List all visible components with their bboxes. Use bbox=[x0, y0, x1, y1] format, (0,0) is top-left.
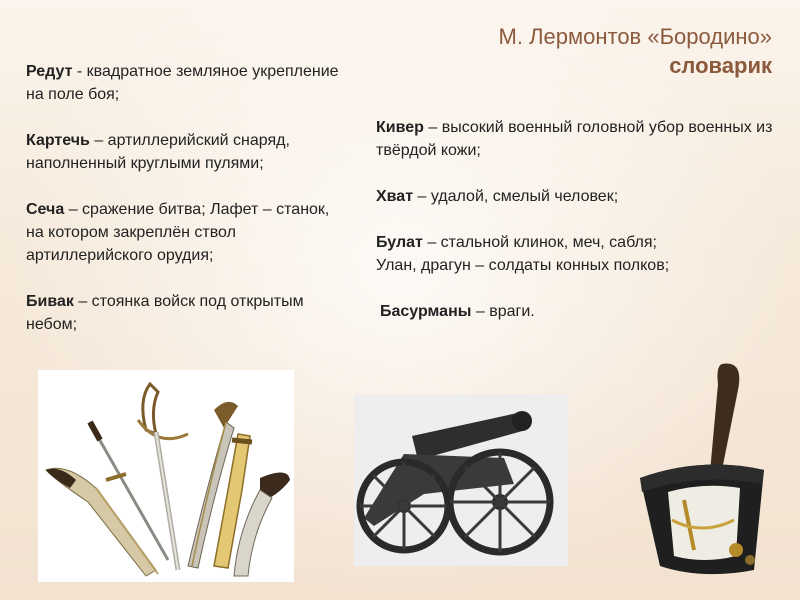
glossary-entry-secha bbox=[26, 198, 346, 267]
glossary-definition: – удалой, смелый человек; bbox=[413, 188, 619, 205]
swords-image bbox=[38, 370, 294, 582]
glossary-term: Басурманы bbox=[380, 303, 472, 320]
glossary-definition: – враги. bbox=[471, 303, 535, 320]
glossary-term: Булат bbox=[376, 234, 423, 251]
glossary-entry-kiver bbox=[376, 116, 776, 162]
glossary-entry-basurmany bbox=[376, 300, 776, 323]
glossary-term: Хват bbox=[376, 188, 414, 205]
glossary-extra-line: Улан, драгун – солдаты конных полков; bbox=[376, 257, 670, 274]
glossary-definition: – высокий военный головной убор военных из твёрдой кожи; bbox=[376, 119, 773, 159]
glossary-definition: – артиллерийский снаряд, наполненный круглыми пулями; bbox=[26, 132, 290, 172]
sabre-center bbox=[138, 384, 188, 570]
shako-image bbox=[632, 360, 782, 580]
glossary-entry-bivak bbox=[26, 290, 346, 336]
glossary-entry-khvat bbox=[376, 185, 776, 208]
glossary-term: Кивер bbox=[376, 119, 424, 136]
dagger-left bbox=[46, 468, 158, 576]
glossary-entry-redut bbox=[26, 60, 346, 106]
glossary-definition: – стоянка войск под открытым небом; bbox=[26, 293, 304, 333]
glossary-term: Редут bbox=[26, 63, 73, 80]
glossary-term: Сеча bbox=[26, 201, 65, 218]
glossary-definition: – стальной клинок, меч, сабля; bbox=[422, 234, 657, 251]
glossary-term: Бивак bbox=[26, 293, 74, 310]
cannon-wheel-right bbox=[450, 452, 550, 552]
title-line-2: словарик bbox=[669, 53, 772, 78]
cannon-image bbox=[354, 394, 568, 566]
glossary-definition: – сражение битва; Лафет – станок, на котором закреплён ствол артиллерийского орудия; bbox=[26, 201, 330, 264]
glossary-entry-bulat bbox=[376, 231, 776, 277]
glossary-definition: - квадратное земляное укрепление на поле боя; bbox=[26, 63, 339, 103]
title-line-1: М. Лермонтов «Бородино» bbox=[498, 24, 772, 49]
glossary-entry-kartech bbox=[26, 129, 346, 175]
glossary-left-column bbox=[26, 60, 346, 359]
glossary-right-column bbox=[376, 116, 776, 346]
slide-title bbox=[352, 22, 772, 80]
glossary-term: Картечь bbox=[26, 132, 90, 149]
cannon-wheel-left bbox=[360, 462, 448, 550]
